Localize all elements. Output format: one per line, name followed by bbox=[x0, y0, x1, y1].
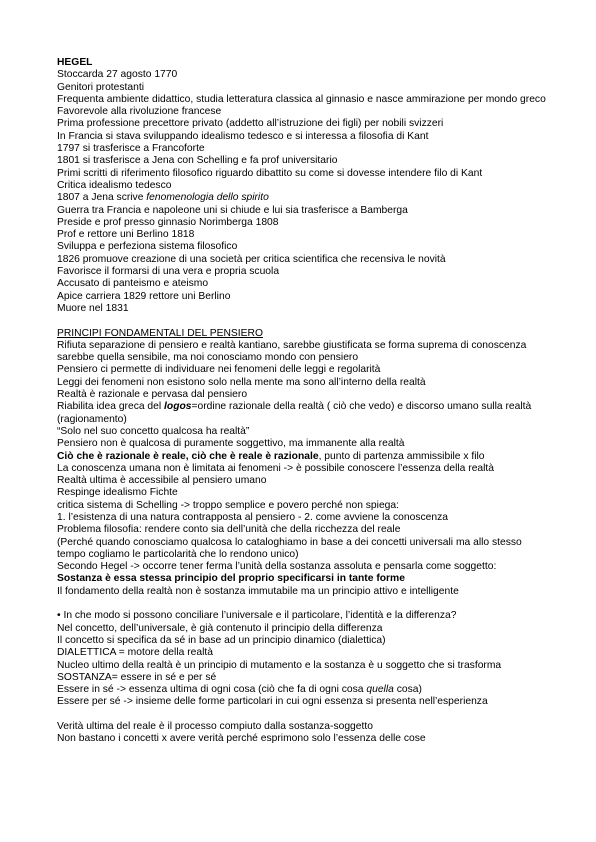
text-line: Favorevole alla rivoluzione francese bbox=[57, 106, 222, 118]
text-line: Respinge idealismo Fichte bbox=[57, 487, 178, 499]
text-line-jena bbox=[57, 192, 547, 204]
text-line: In Francia si stava sviluppando idealismo tedesco e si interessa a filosofia di Kant bbox=[57, 130, 429, 142]
text-line-logos bbox=[57, 401, 547, 426]
text-line: Favorisce il formarsi di una vera e propria scuola bbox=[57, 266, 280, 278]
text-line: Nel concetto, dell’universale, è già contenuto il principio della differenza bbox=[57, 622, 383, 634]
quella-word: quella bbox=[366, 684, 394, 696]
logos-suffix: =ordine razionale della realtà ( ciò che vedo) e discorso umano sulla realtà (ragionamento) bbox=[57, 401, 532, 425]
text-line: Preside e prof presso ginnasio Norimberga 1808 bbox=[57, 216, 279, 228]
text-line: 1801 si trasferisce a Jena con Schelling e fa prof universitario bbox=[57, 155, 338, 167]
text-line: 1826 promuove creazione di una società per critica scientifica che recensiva le novità bbox=[57, 253, 446, 265]
text-line: Guerra tra Francia e napoleone uni si chiude e lui sia trasferisce a Bamberga bbox=[57, 204, 408, 216]
text-line: Primi scritti di riferimento filosofico riguardo dibattito su come si dovesse intendere filo di Kant bbox=[57, 167, 483, 179]
paragraph-gap bbox=[57, 709, 547, 721]
text-line: SOSTANZA= essere in sé e per sé bbox=[57, 671, 217, 683]
text-line: Apice carriera 1829 rettore uni Berlino bbox=[57, 290, 231, 302]
text-line: 1. l’esistenza di una natura contrapposta al pensiero - 2. come avviene la conoscenza bbox=[57, 511, 448, 523]
text-line: (Perché quando conosciamo qualcosa lo cataloghiamo in base a dei concetti universali ma allo stesso tempo cogliamo le particolarità che lo rendono unico) bbox=[57, 536, 522, 560]
logos-prefix: Riabilita idea greca del bbox=[57, 401, 165, 413]
text-line: Muore nel 1831 bbox=[57, 302, 129, 314]
text-line: DIALETTICA = motore della realtà bbox=[57, 647, 213, 659]
work-title: fenomenologia dello spirito bbox=[146, 192, 269, 204]
text-line: critica sistema di Schelling -> troppo semplice e povero perché non spiega: bbox=[57, 499, 399, 511]
text-line: Realtà ultima è accessibile al pensiero umano bbox=[57, 475, 267, 487]
text-line: Il concetto si specifica da sé in base ad un principio dinamico (dialettica) bbox=[57, 634, 386, 646]
text-line: Secondo Hegel -> occorre tener ferma l’unità della sostanza assoluta e pensarla come soggetto: bbox=[57, 561, 497, 573]
text-line: La conoscenza umana non è limitata ai fenomeni -> è possibile conoscere l’essenza della realtà bbox=[57, 462, 495, 474]
quella-suffix: cosa) bbox=[393, 684, 422, 696]
text-line: Leggi dei fenomeni non esistono solo nella mente ma sono all’interno della realtà bbox=[57, 376, 426, 388]
text-line: Realtà è razionale e pervasa dal pensiero bbox=[57, 389, 248, 401]
quella-prefix: Essere in sé -> essenza ultima di ogni cosa (ciò che fa di ogni cosa bbox=[57, 684, 367, 696]
text-line: Prima professione precettore privato (addetto all’istruzione dei figli) per nobili svizzeri bbox=[57, 118, 444, 130]
text-line: Pensiero non è qualcosa di puramente soggettivo, ma immanente alla realtà bbox=[57, 438, 405, 450]
bold-statement: Sostanza è essa stessa principio del proprio specificarsi in tante forme bbox=[57, 573, 405, 585]
text-line: Il fondamento della realtà non è sostanza immutabile ma un principio attivo e intelligente bbox=[57, 585, 459, 597]
section-heading: PRINCIPI FONDAMENTALI DEL PENSIERO bbox=[57, 327, 263, 339]
text-line: Critica idealismo tedesco bbox=[57, 179, 172, 191]
text-line: Frequenta ambiente didattico, studia letteratura classica al ginnasio e nasce ammirazione per mondo greco bbox=[57, 93, 546, 105]
document-body bbox=[57, 57, 547, 746]
principle-bold: Ciò che è razionale è reale, ciò che è reale è razionale bbox=[57, 450, 319, 462]
page-title: HEGEL bbox=[57, 57, 93, 68]
text-line: Accusato di panteismo e ateismo bbox=[57, 278, 209, 290]
text-line: Essere per sé -> insieme delle forme particolari in cui ogni essenza si presenta nell’esperienza bbox=[57, 696, 488, 708]
jena-prefix: 1807 a Jena scrive bbox=[57, 192, 147, 204]
text-line-principle bbox=[57, 451, 547, 463]
text-line: Prof e rettore uni Berlino 1818 bbox=[57, 229, 195, 241]
text-line: Nucleo ultimo della realtà è un principio di mutamento e la sostanza è u soggetto che si trasforma bbox=[57, 659, 502, 671]
logos-term: logos bbox=[164, 401, 192, 413]
paragraph-gap bbox=[57, 315, 547, 327]
text-line: Genitori protestanti bbox=[57, 81, 144, 93]
text-line: 1797 si trasferisce a Francoforte bbox=[57, 143, 205, 155]
text-line: Verità ultima del reale è il processo compiuto dalla sostanza-soggetto bbox=[57, 721, 373, 733]
text-line: Non bastano i concetti x avere verità perché esprimono solo l’essenza delle cose bbox=[57, 733, 426, 745]
paragraph-gap bbox=[57, 598, 547, 610]
bullet-question: • In che modo si possono conciliare l’universale e il particolare, l’identità e la differenza? bbox=[57, 610, 457, 622]
text-line: Stoccarda 27 agosto 1770 bbox=[57, 69, 178, 81]
quote-line: “Solo nel suo concetto qualcosa ha realtà” bbox=[57, 425, 250, 437]
text-line: Problema filosofia: rendere conto sia dell’unità che della ricchezza del reale bbox=[57, 524, 401, 536]
text-line: Sviluppa e perfeziona sistema filosofico bbox=[57, 241, 238, 253]
text-line-quella bbox=[57, 684, 547, 696]
text-line: Pensiero ci permette di individuare nei fenomeni delle leggi e regolarità bbox=[57, 364, 381, 376]
text-line: Rifiuta separazione di pensiero e realtà kantiano, sarebbe giustificata se forma suprema di conoscenza sarebbe quella sensibile, ma noi conosciamo mondo con pensiero bbox=[57, 339, 527, 364]
principle-suffix: , punto di partenza ammissibile x filo bbox=[318, 450, 485, 462]
